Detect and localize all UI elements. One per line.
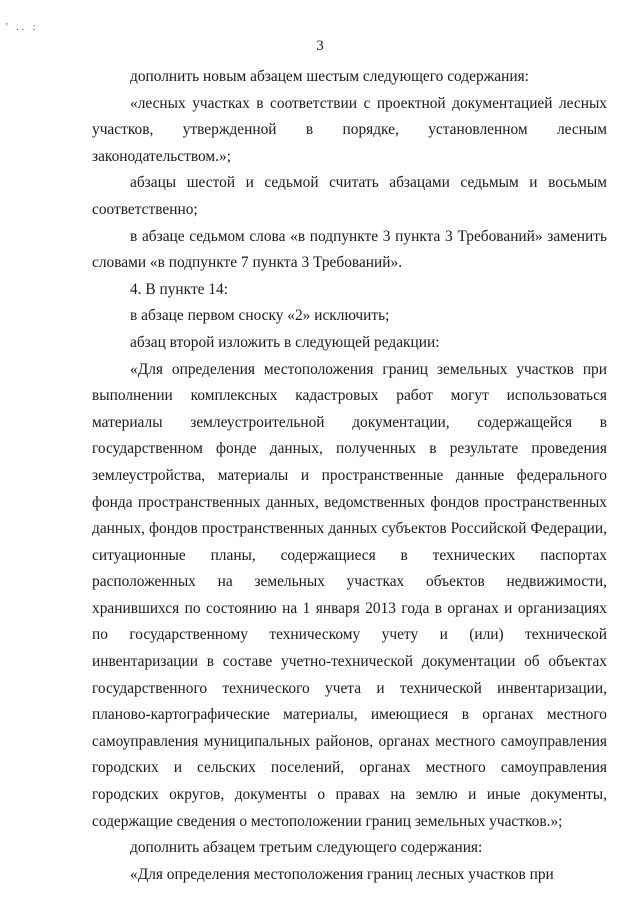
paragraph-4: в абзаце седьмом слова «в подпункте 3 пункта 3 Требований» заменить словами «в подпункте 7 пункта 3 Требований».	[92, 227, 607, 272]
paragraph-1: дополнить новым абзацем шестым следующего содержания:	[130, 68, 529, 85]
paragraph-3: абзацы шестой и седьмой считать абзацами седьмым и восьмым соответственно;	[92, 174, 607, 218]
paragraph-6: в абзаце первом сноску «2» исключить;	[130, 307, 390, 325]
paragraph-2: «лесных участках в соответствии с проектной документацией лесных участков, утвержденной в порядке, установленном лесным законодательством.»;	[92, 94, 607, 165]
page-number: 3	[316, 38, 324, 54]
scan-mark: ' .. :	[6, 22, 39, 33]
paragraph-8: «Для определения местоположения границ земельных участков при выполнении комплексных кадастровых работ могут использоваться материалы землеустроительной документации, содержащейся в государственном фонде данных, полученных в результате проведения землеустройства, материалы и пространственные данные федерального фонда пространственных данных, ведомственных фондов пространственных данных, фондов пространственных данных субъектов Российской Федерации, ситуационные планы, содержащиеся в технических паспортах расположенных на земельных участках объектов недвижимости, хранившихся по состоянию на 1 января 2013 года в органах и организациях по государственному техническому учету и (или) технической инвентаризации в составе учетно-технической документации об объектах государственного технического учета и технической инвентаризации, планово-картографические материалы, имеющиеся в органах местного самоуправления муниципальных районов, органах местного самоуправления городских и сельских поселений, органах местного самоуправления городских округов, документы о правах на землю и иные документы, содержащие сведения о местоположении границ земельных участков.»;	[92, 360, 607, 830]
paragraph-7: абзац второй изложить в следующей редакции:	[130, 333, 440, 351]
document-body	[92, 64, 607, 888]
paragraph-9: дополнить абзацем третьим следующего содержания:	[130, 839, 483, 857]
paragraph-5: 4. В пункте 14:	[130, 280, 229, 298]
paragraph-10: «Для определения местоположения границ лесных участков при	[130, 865, 554, 883]
